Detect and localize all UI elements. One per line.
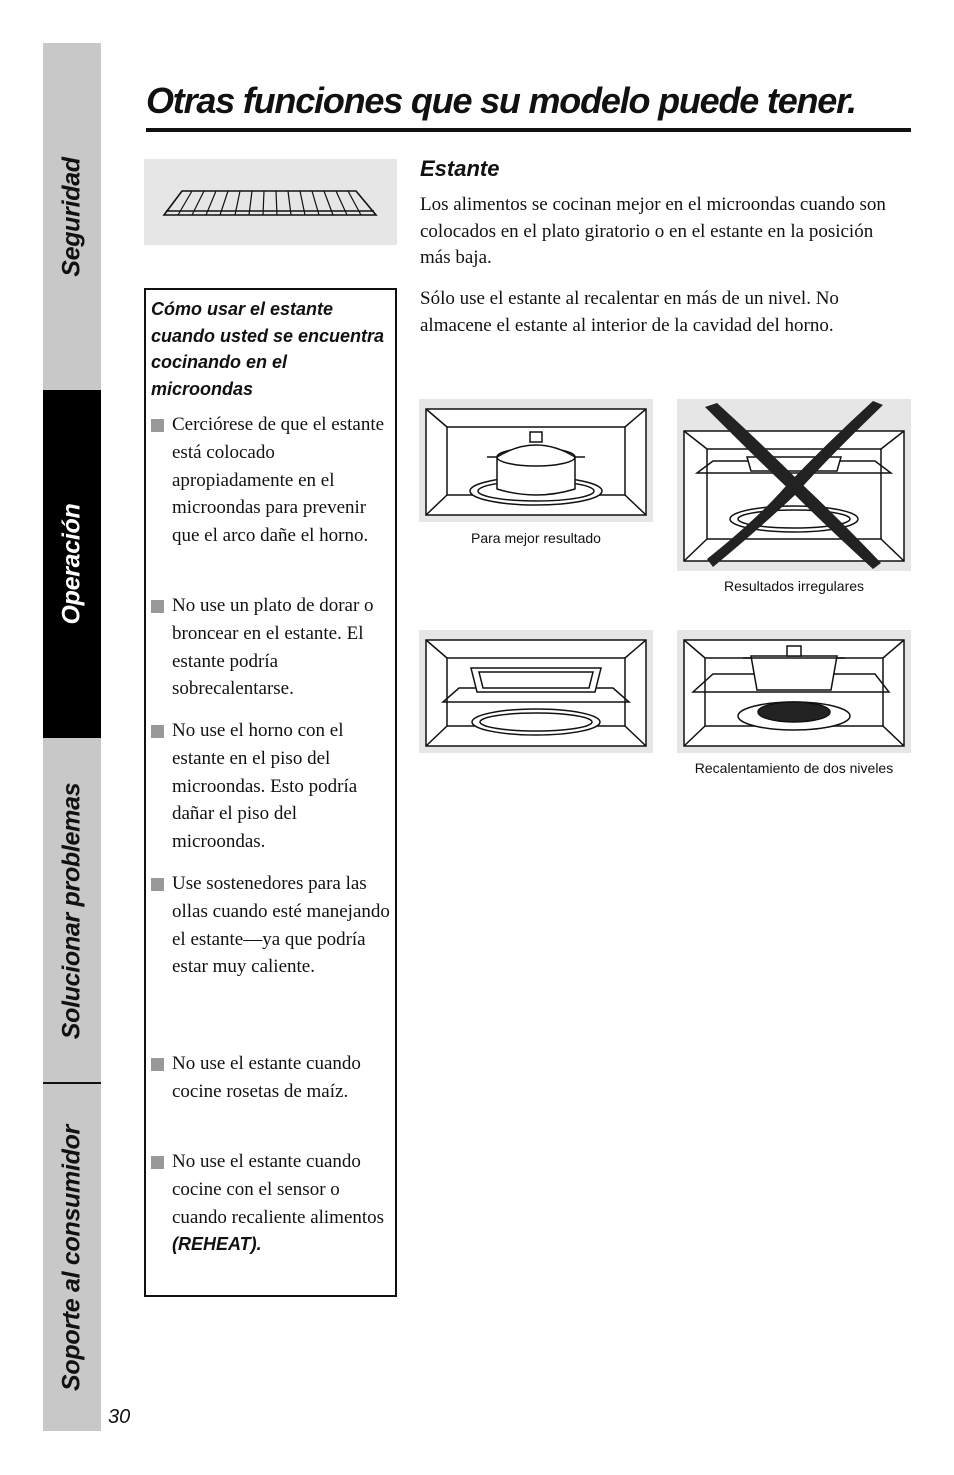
illustration-uneven-results [677, 399, 911, 571]
list-item-text: No use el estante cuando cocine rosetas de maíz. [172, 1053, 361, 1102]
list-item [151, 1148, 391, 1259]
list-item [151, 411, 391, 550]
bullet-square-icon [151, 419, 164, 432]
caption-uneven-results: Resultados irregulares [723, 578, 865, 594]
illustration-dish-on-rack [419, 630, 653, 753]
oven-crossed-drawing [677, 399, 911, 571]
caption-best-result: Para mejor resultado [471, 530, 601, 546]
page-number: 30 [108, 1406, 131, 1428]
page-title: Otras funciones que su modelo puede tener. [146, 80, 856, 121]
tab-seguridad[interactable] [43, 43, 101, 390]
bullet-square-icon [151, 878, 164, 891]
tab-seguridad-label: Seguridad [57, 156, 86, 277]
list-item [151, 1050, 391, 1106]
section-paragraph-1: Los alimentos se cocinan mejor en el microondas cuando son colocados en el plato giratorio o en el estante en la posición más baja. [420, 194, 886, 268]
list-item [151, 870, 391, 981]
bullet-square-icon [151, 1156, 164, 1169]
tab-solucionar-problemas[interactable] [43, 738, 101, 1084]
oven-dish-rack-drawing [419, 630, 653, 753]
list-item-text: No use el estante cuando cocine con el sensor o cuando recaliente alimentos [172, 1151, 385, 1228]
bullet-square-icon [151, 600, 164, 613]
section-heading: Estante [420, 156, 500, 181]
reheat-label: (REHEAT). [172, 1234, 262, 1255]
list-item-text: No use el horno con el estante en el piso del microondas. Esto podría dañar el piso del microondas. [172, 720, 358, 853]
tab-solucionar-problemas-label: Solucionar problemas [57, 782, 86, 1040]
illustration-two-level [677, 630, 911, 753]
list-item-text: Use sostenedores para las ollas cuando esté manejando el estante—ya que podría estar muy caliente. [172, 873, 390, 978]
list-item-text: No use un plato de dorar o broncear en el estante. El estante podría sobrecalentarse. [172, 595, 374, 700]
bullet-square-icon [151, 725, 164, 738]
tips-box-heading: Cómo usar el estante cuando usted se encuentra cocinando en el microondas [151, 299, 385, 400]
list-item [151, 592, 391, 703]
oven-pot-drawing [419, 399, 653, 522]
list-item-text: Cerciórese de que el estante está colocado apropiadamente en el microondas para prevenir que el arco dañe el horno. [172, 414, 385, 547]
tab-soporte-al-consumidor[interactable] [43, 1084, 101, 1431]
list-item [151, 717, 391, 856]
section-paragraph-2: Sólo use el estante al recalentar en más de un nivel. No almacene el estante al interior de la cavidad del horno. [420, 288, 839, 336]
tab-operacion[interactable] [43, 390, 101, 738]
tab-operacion-label: Operación [57, 503, 86, 625]
oven-two-level-drawing [677, 630, 911, 753]
rack-drawing [144, 159, 397, 245]
tab-soporte-al-consumidor-label: Soporte al consumidor [57, 1124, 86, 1391]
illustration-best-result [419, 399, 653, 522]
tab-divider [43, 1082, 101, 1084]
rack-illustration [144, 159, 397, 245]
bullet-square-icon [151, 1058, 164, 1071]
caption-two-level: Recalentamiento de dos niveles [694, 760, 894, 776]
title-rule [146, 128, 911, 132]
